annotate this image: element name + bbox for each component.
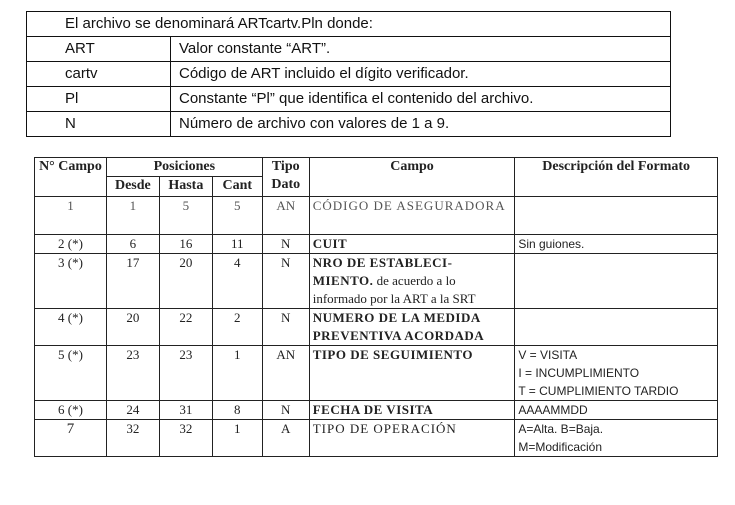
campo-note: de acuerdo a lo informado por la ART a la SRT: [312, 273, 476, 306]
header-campo: Campo: [309, 158, 515, 197]
cell-cant: 1: [212, 346, 262, 401]
file-naming-key: ART: [27, 37, 171, 62]
cell-hasta: 5: [159, 197, 212, 235]
format-header-row: [35, 158, 718, 177]
cell-cant: 2: [212, 309, 262, 346]
cell-desde: 6: [106, 235, 159, 254]
cell-campo: NUMERO DE LA MEDIDA PREVENTIVA ACORDADA: [309, 309, 515, 346]
cell-desc: AAAAMMDD: [515, 401, 718, 420]
cell-desde: 23: [106, 346, 159, 401]
cell-hasta: 32: [159, 420, 212, 457]
cell-hasta: 16: [159, 235, 212, 254]
cell-nro: 3 (*): [35, 254, 107, 309]
cell-hasta: 22: [159, 309, 212, 346]
table-row: [35, 309, 718, 346]
campo-name: NRO DE ESTABLECI-MIENTO.: [312, 255, 453, 288]
file-naming-row: [27, 62, 671, 87]
file-naming-key: N: [27, 112, 171, 137]
cell-desde: 20: [106, 309, 159, 346]
header-posiciones: Posiciones: [106, 158, 262, 177]
cell-nro: 6 (*): [35, 401, 107, 420]
cell-desde: 17: [106, 254, 159, 309]
file-naming-header-row: [27, 12, 671, 37]
cell-desc: [515, 309, 718, 346]
cell-cant: 5: [212, 197, 262, 235]
header-hasta: Hasta: [159, 177, 212, 197]
cell-tipo: N: [262, 401, 309, 420]
cell-desc: [515, 254, 718, 309]
cell-tipo: N: [262, 235, 309, 254]
file-naming-table: [26, 11, 671, 137]
cell-campo: TIPO DE SEGUIMIENTO: [309, 346, 515, 401]
table-row: [35, 235, 718, 254]
cell-hasta: 23: [159, 346, 212, 401]
cell-tipo: N: [262, 254, 309, 309]
cell-nro: 2 (*): [35, 235, 107, 254]
cell-cant: 11: [212, 235, 262, 254]
cell-campo: CÓDIGO DE ASEGURADORA: [309, 197, 515, 235]
table-row: [35, 254, 718, 309]
cell-cant: 8: [212, 401, 262, 420]
file-naming-key: Pl: [27, 87, 171, 112]
cell-hasta: 31: [159, 401, 212, 420]
cell-desde: 32: [106, 420, 159, 457]
header-tipo-dato: Tipo Dato: [262, 158, 309, 197]
file-naming-row: [27, 112, 671, 137]
cell-campo: [309, 254, 515, 309]
file-naming-value: Número de archivo con valores de 1 a 9.: [171, 112, 671, 137]
cell-desde: 1: [106, 197, 159, 235]
table-row: [35, 346, 718, 401]
record-format-table: [34, 157, 718, 457]
file-naming-row: [27, 87, 671, 112]
cell-nro: 7: [35, 420, 107, 457]
header-descripcion: Descripción del Formato: [515, 158, 718, 197]
cell-tipo: A: [262, 420, 309, 457]
cell-nro: 4 (*): [35, 309, 107, 346]
table-row: [35, 420, 718, 457]
cell-hasta: 20: [159, 254, 212, 309]
file-naming-key: cartv: [27, 62, 171, 87]
header-nro-campo: N° Campo: [35, 158, 107, 197]
cell-desc: Sin guiones.: [515, 235, 718, 254]
cell-desc: A=Alta. B=Baja. M=Modificación: [515, 420, 718, 457]
header-desde: Desde: [106, 177, 159, 197]
cell-cant: 1: [212, 420, 262, 457]
file-naming-row: [27, 37, 671, 62]
cell-campo: FECHA DE VISITA: [309, 401, 515, 420]
cell-campo: CUIT: [309, 235, 515, 254]
file-naming-header: El archivo se denominará ARTcartv.Pln donde:: [27, 12, 671, 37]
cell-nro: 5 (*): [35, 346, 107, 401]
file-naming-value: Código de ART incluido el dígito verificador.: [171, 62, 671, 87]
cell-desde: 24: [106, 401, 159, 420]
header-cant: Cant: [212, 177, 262, 197]
cell-desc: [515, 197, 718, 235]
cell-tipo: AN: [262, 346, 309, 401]
cell-cant: 4: [212, 254, 262, 309]
table-row: [35, 401, 718, 420]
cell-desc: V = VISITA I = INCUMPLIMIENTO T = CUMPLIMIENTO TARDIO: [515, 346, 718, 401]
file-naming-value: Valor constante “ART”.: [171, 37, 671, 62]
cell-tipo: N: [262, 309, 309, 346]
cell-nro: 1: [35, 197, 107, 235]
table-row: [35, 197, 718, 235]
cell-tipo: AN: [262, 197, 309, 235]
cell-campo: TIPO DE OPERACIÓN: [309, 420, 515, 457]
file-naming-value: Constante “Pl” que identifica el contenido del archivo.: [171, 87, 671, 112]
